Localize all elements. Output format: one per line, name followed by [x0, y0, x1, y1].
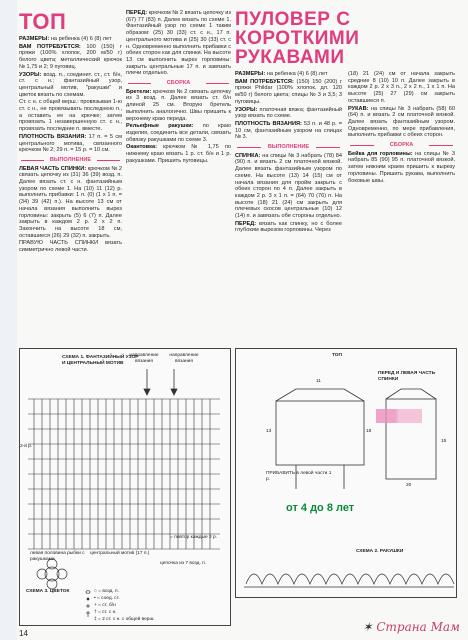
- top-column-2: [126, 10, 231, 165]
- back-text: крючком № 2 связать цепочку из (31) 36 (39) возд. п. Далее вязать ст. с н. фантазийным узором по схеме 1. На (10) 11 (12) р. выполнить прибавки: 1 п. (0) (1 x 1 п. = (34) 39 (42) п.). На высоте 13 см от начала вязания выполнить вырез горловины: закрыть (5) 6 (7) п. Далее закрыть в каждом 2 р. 2 x 2 п. Закончить на высоте 18 см, оставшиеся (26) 29 (32) п. закрыть.: [19, 165, 122, 239]
- work-title: ВЫПОЛНЕНИЕ: [19, 157, 122, 164]
- chart1-title-1: СХЕМА 1. ФАНТАЗИЙНЫЙ УЗОР: [62, 355, 139, 360]
- chart1-direction-left: направление вязания: [129, 353, 159, 364]
- straps-label: Бретели:: [126, 88, 152, 95]
- chart1-chain-note: цепочка из 7 возд. п.: [160, 561, 207, 566]
- top-title: ТОП: [19, 9, 67, 34]
- page-number: 14: [19, 629, 28, 638]
- pullover-needed: (150) 150 (200) г пряжи Phildar (100% хлопок, дл. 120 м/50 г) белого цвета; спицы № 3 и 3,5; 3 пуговицы.: [235, 78, 342, 105]
- dim-4: 11: [316, 379, 321, 384]
- pullover-assembly-title: СБОРКА: [348, 142, 455, 149]
- pullover-work-title: ВЫПОЛНЕНИЕ: [235, 144, 342, 151]
- chart1-direction-right: направление вязания: [169, 353, 199, 364]
- scheme3-title: СХЕМА 3. ЦВЕТОК: [26, 589, 70, 594]
- pullover-back: на спицы № 3 набрать (78) 84 (90) п. и вязать 2 см платочной вязкой. Далее вязать фантазийным узором по схеме. На высоте (13) 14 (15) см от начала вязания для пройм закрыть с обеих сторон по 4 п. Далее закрыть в каждом 2 р. 3 x 1 п. = (64) 70 (76) п. На высоте (18) 21 (24) см закрыть для плечевых скосов центральные (10) 12 (14) п. и завязать обе стороны отдельно.: [235, 152, 342, 220]
- side-strip: [0, 0, 17, 640]
- stitch-chart-1-drawing: [20, 349, 232, 627]
- chart1-repeat: = повтор каждые 2 р.: [170, 535, 217, 540]
- legend-item-1: ○ = возд. п.: [94, 589, 119, 594]
- front-text: крючком № 2 вязать цепочку из (67) 77 (83) п. Далее вязать по схеме 1. Фантазийный узор по схеме 1 таким образом: (25) 30 (33) ст. с н., 17 п. центрального мотива и (25) 30 (33) ст. с н. Одновременно выполнить прибавки с обеих сторон как для спинки. На высоте 13 см выполнить вырез горловины: закрыть центральные 17 п. и завязать плечи отдельно.: [126, 10, 231, 77]
- scheme2-title: СХЕМА 2. РАКУШКИ: [356, 549, 404, 554]
- pullover-right-col: (18) 21 (24) см от начала закрыть средние 8 (10) 10 п. Далее закрыть в каждом 2 р. 2 x 3 п., 2 x 2 п., 1 x 1 п. На высоте (25) 27 (29) см закрыть оставшиеся п.: [348, 71, 455, 104]
- watermark: [362, 620, 460, 634]
- needed-text: 100 (150) г пряжи (100% хлопок, 200 м/50 г) белого цвета; металлический крючок № 1,75 и 2; 9 пуговиц.: [19, 43, 122, 70]
- dim-1: 13: [266, 429, 272, 434]
- pullover-front-label: ПЕРЕД:: [235, 220, 257, 227]
- sleeve-label: РУКАВ:: [348, 105, 369, 112]
- ages-label: от 4 до 8 лет: [286, 502, 355, 514]
- edging-text: крючком № 1,75 по нижнему краю вязать 1 р. ст. б/н и 1 р. ракушками. Пришить пуговицы.: [126, 144, 232, 164]
- watermark-star: ✶: [362, 620, 373, 634]
- sizes-text: на ребенка (4) 6 (8) лет: [50, 36, 112, 42]
- pullover-density-label: ПЛОТНОСТЬ ВЯЗАНИЯ:: [235, 120, 302, 127]
- straps-text: крючком № 2 связать цепочку из 3 возд. п. Далее вязать ст. б/н длиной 25 см. Вторую бретель выполнить аналогично. Швы пришить к верхнему краю переда.: [126, 88, 231, 122]
- pink-region: [376, 409, 398, 423]
- dim-5: 20: [406, 483, 412, 488]
- chart1-title-2: И ЦЕНТРАЛЬНЫЙ МОТИВ: [62, 361, 124, 366]
- dim-2: 18: [366, 429, 372, 434]
- stitch-chart-1: [19, 348, 231, 626]
- shells-row: [244, 574, 454, 587]
- patterns-label: УЗОРЫ:: [19, 71, 42, 78]
- relief-text: по краю изделия, соединить все детали, связать обвязку ракушками по схеме 3.: [126, 123, 231, 143]
- chart1-rows-label: 2-й р.: [20, 444, 33, 449]
- chart2-size-note: ПРИБАВИТЬ в левой части 1 р.: [266, 471, 332, 482]
- chart1-left-shells: левая половина рыбки с ракушками: [30, 551, 85, 562]
- pullover-title: ПУЛОВЕР С КОРОТКИМИ РУКАВАМИ: [235, 9, 360, 68]
- needed-label: ВАМ ПОТРЕБУЕТСЯ:: [19, 43, 81, 50]
- pink-region-2: [396, 409, 422, 423]
- pullover-needed-label: ВАМ ПОТРЕБУЕТСЯ:: [235, 78, 294, 85]
- pullover-sizes-label: РАЗМЕРЫ:: [235, 71, 266, 77]
- legend-item-4: † = ст. с н.: [94, 610, 117, 615]
- neck-label: Бейка для горловины:: [348, 150, 413, 157]
- stitch-chart-2: [235, 348, 457, 598]
- patterns-text: возд. п., соединит. ст., ст. б/н, ст. с н.; фантазийный узор, центральный мотив, "ракушки" и цветок вязать по схемам.: [19, 71, 122, 98]
- chart1-center-motif: центральный мотив (17 п.): [90, 551, 150, 556]
- pullover-patterns-label: УЗОРЫ:: [235, 106, 258, 113]
- right-back-text: ПРАВУЮ ЧАСТЬ СПИНКИ вязать симметрично левой части.: [19, 240, 122, 254]
- assembly-title: СБОРКА: [126, 80, 231, 87]
- dim-3: 15: [441, 439, 447, 444]
- legend-item-2: • = соед. ст.: [94, 596, 120, 601]
- pullover-front: вязать как спинку, но с более глубоким вырезом горловины. Через: [235, 220, 342, 234]
- chain-note: Ст. с н. с общей верш.: провязывая 1-ю ст. с н., не провязывать последнюю п., а оставить ее на крючке; затем провязать 1 незавершенную ст. с н., провязать последние п. вместе.: [19, 99, 122, 133]
- pullover-patterns: платочная вязка; фантазийный узор вязать по схеме.: [235, 106, 342, 120]
- flower-motif: [37, 559, 67, 589]
- neck-text: на спицы № 3 набрать 85 (90) 95 п. платочной вязкой, затем нижним краем пришить к вырезу горловины. Пришить рукава, выполнить боковые швы.: [348, 150, 456, 184]
- sizes-label: РАЗМЕРЫ:: [19, 36, 50, 42]
- pullover-sizes: на ребенка (4) 6 (8) лет: [266, 71, 328, 77]
- density-text: 17 п. = 5 см центрального мотива, связанного крючком № 2; 29 п. = 15 р. = 10 см.: [19, 133, 122, 154]
- legend-item-3: + = ст. б/н: [94, 603, 116, 608]
- chart2-top-label: ТОП: [332, 353, 342, 358]
- edging-label: Окантовка:: [126, 144, 157, 151]
- relief-label: Рельефные ракушки:: [126, 123, 194, 130]
- pullover-back-label: СПИНКА:: [235, 152, 261, 159]
- back-label: ЛЕВАЯ ЧАСТЬ СПИНКИ:: [19, 165, 87, 172]
- front-label: ПЕРЕД:: [126, 10, 148, 16]
- legend-item-5: ‡ = 2 ст. с н. с общей верш.: [94, 617, 155, 622]
- pullover-column: [235, 10, 455, 235]
- sleeve-text: на спицы № 3 набрать (58) 60 (64) п. и вязать 2 см платочной вязкой. Далее вязать фантазийным узором. Одновременно, по мере прибавления, выполнить прибавки с обеих сторон.: [348, 105, 455, 139]
- pullover-density: 53 п. и 48 р. = 10 см, фантазийным узором на спицах № 3.: [235, 120, 342, 141]
- top-column: [19, 10, 122, 255]
- chart2-front-label: ПЕРЕД И ЛЕВАЯ ЧАСТЬ СПИНКИ: [378, 371, 436, 382]
- watermark-text: Страна Мам: [376, 620, 460, 634]
- density-label: ПЛОТНОСТЬ ВЯЗАНИЯ:: [19, 133, 87, 140]
